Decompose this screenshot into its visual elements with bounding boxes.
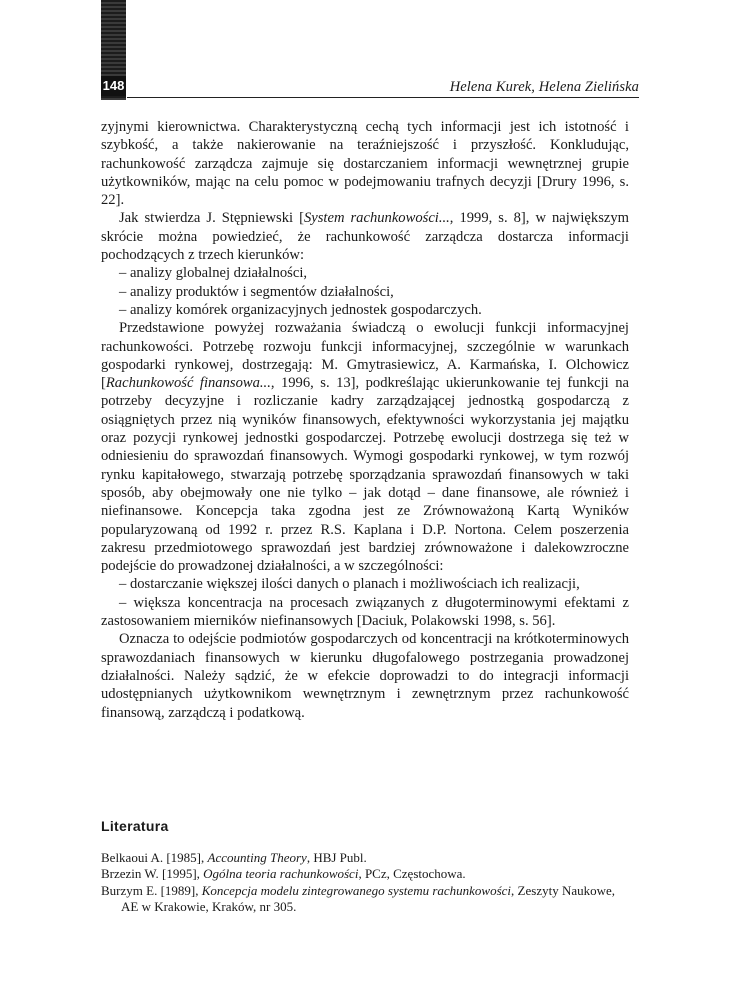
page-number: 148 [101, 76, 126, 96]
reference-list [101, 850, 629, 916]
reference-publisher: , HBJ Publ. [306, 850, 367, 865]
literature-heading: Literatura [101, 818, 169, 834]
list-item: – analizy produktów i segmentów działalności, [119, 283, 394, 300]
body-text [101, 118, 629, 722]
paragraph-2-text-b: , 1999, s. 8], w największym skrócie można powiedzieć, że rachunkowość zarządcza dostarcza informacji pochodzących z trzech kierunków: [101, 210, 630, 264]
reference-author: Brzezin W. [1995], [101, 866, 204, 882]
reference-item [101, 866, 629, 882]
header-rule [127, 97, 639, 98]
reference-item [101, 883, 629, 916]
paragraph-3-text-b: , 1996, s. 13], podkreślając ukierunkowanie tej funkcji na potrzeby decyzyjne i rozliczanie kadry zarządzającej jednostką gospodarczą z osiągniętych przez nią wyników finansowych, efektywności wykorzystania jej majątku oraz pozycji rynkowej jednostki gospodarczej. Potrzebę ewolucji dostrzega się też w odniesieniu do sprawozdań finansowych. Wymogi gospodarki rynkowej, w tym rozwój rynku kapitałowego, stwarzają potrzebę sporządzania sprawozdań finansowych w taki sposób, aby obejmowały one nie tylko – jak dotąd – dane finansowe, ale również i niefinansowe. Koncepcja taka zgodna jest ze Zrównoważoną Kartą Wyników popularyzowaną od 1992 r. przez R.S. Kaplana i D.P. Nortona. Celem poszerzenia zakresu przedmiotowego sprawozdań jest bardziej zrównoważone i dalekowzroczne podejście do prowadzonej działalności, a w szczególności: [101, 375, 629, 575]
paragraph-3-text-a: Przedstawione powyżej rozważania świadczą o ewolucji funkcji informacyjnej rachunkowości. Potrzebę rozwoju funkcji informacyjnej, szczególnie w warunkach gospodarki rynkowej, dostrzegają: M. Gmytrasiewicz, A. Karmańska, I. Olchowicz [ [101, 320, 629, 392]
list-item: – analizy globalnej działalności, [119, 265, 308, 282]
running-head-authors: Helena Kurek, Helena Zielińska [449, 79, 639, 95]
citation-title-rachunkowosc-finansowa: Rachunkowość finansowa... [105, 375, 271, 392]
reference-author: Burzym E. [1989], [101, 882, 202, 898]
reference-item [101, 850, 629, 866]
paragraph-2-text-a: Jak stwierdza J. Stępniewski [ [119, 210, 304, 227]
citation-title-system-rachunkowosci: System rachunkowości... [303, 210, 450, 227]
paragraph-2 [101, 209, 629, 264]
paragraph-4: Oznacza to odejście podmiotów gospodarczych od koncentracji na krótkoterminowych sprawozdaniach finansowych w kierunku długofalowego postrzegania prowadzonej działalności. Należy sądzić, że w efekcie doprowadzi to do integracji informacji udostępnianych użytkownikom wewnętrznym i zewnętrznym przez rachunkowość finansową, zarządczą i podatkową. [101, 631, 629, 721]
reference-title: Accounting Theory [207, 850, 307, 865]
paragraph-1: zyjnymi kierownictwa. Charakterystyczną cechą tych informacji jest ich istotność i szybkość, a także nakierowanie na teraźniejszość i przyszłość. Konkludując, rachunkowość zarządcza zajmuje się dostarczaniem informacji wewnętrznej grupie użytkowników, mając na celu pomoc w podejmowaniu trafnych decyzji [Drury 1996, s. 22]. [101, 119, 629, 209]
reference-publisher: , Zeszyty Naukowe, AE w Krakowie, Kraków, nr 305. [121, 882, 616, 915]
reference-publisher: , PCz, Częstochowa. [358, 866, 466, 882]
reference-title: Ogólna teoria rachunkowości [203, 866, 359, 882]
reference-author: Belkaoui A. [1985], [101, 850, 208, 865]
list-item: – dostarczanie większej ilości danych o planach i możliwościach ich realizacji, [119, 576, 580, 593]
paragraph-3 [101, 319, 629, 575]
list-item: – większa koncentracja na procesach związanych z długoterminowymi efektami z zastosowaniem mierników niefinansowych [Daciuk, Polakowski 1998, s. 56]. [101, 594, 629, 630]
reference-title: Koncepcja modelu zintegrowanego systemu rachunkowości [201, 882, 512, 898]
list-item: – analizy komórek organizacyjnych jednostek gospodarczych. [119, 301, 482, 318]
